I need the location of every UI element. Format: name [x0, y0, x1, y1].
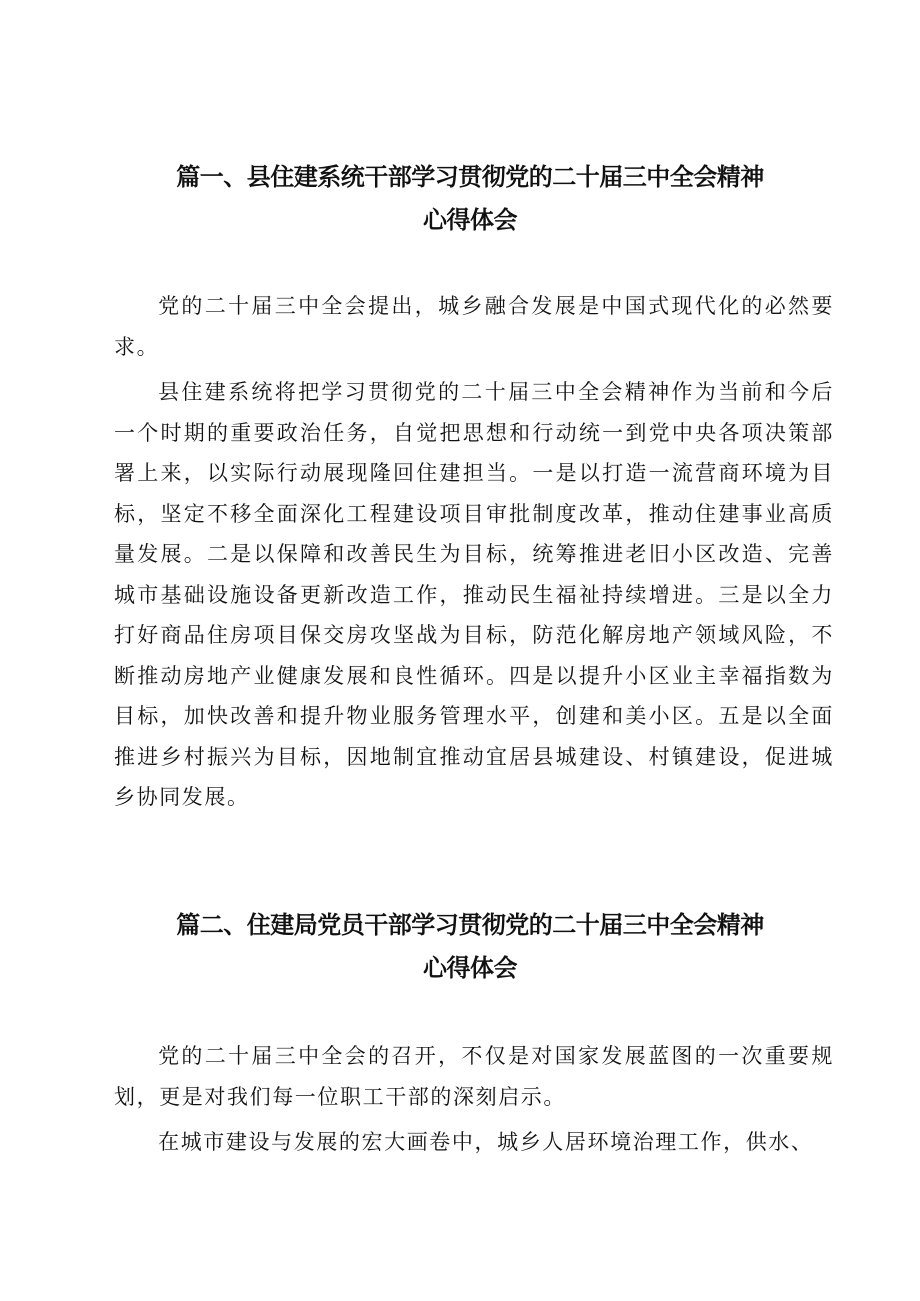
- section-2-paragraph-1: 党的二十届三中全会的召开，不仅是对国家发展蓝图的一次重要规划，更是对我们每一位职工干部的深刻启示。: [114, 1044, 834, 1109]
- section-1-title-line-2: 心得体会: [423, 206, 517, 234]
- section-2-paragraph-2: 在城市建设与发展的宏大画卷中，城乡人居环境治理工作，供水、: [158, 1130, 814, 1154]
- section-2-title-line-2: 心得体会: [423, 954, 517, 982]
- section-1-paragraph-2: 县住建系统将把学习贯彻党的二十届三中全会精神作为当前和今后一个时期的重要政治任务，自觉把思想和行动统一到党中央各项决策部署上来，以实际行动展现隆回住建担当。一是以打造一流营商环境为目标，坚定不移全面深化工程建设项目审批制度改革，推动住建事业高质量发展。二是以保障和改善民生为目标，统筹推进老旧小区改造、完善城市基础设施设备更新改造工作，推动民生福祉持续增进。三是以全力打好商品住房项目保交房攻坚战为目标，防范化解房地产领域风险，不断推动房地产业健康发展和良性循环。四是以提升小区业主幸福指数为目标，加快改善和提升物业服务管理水平，创建和美小区。五是以全面推进乡村振兴为目标，因地制宜推动宜居县城建设、村镇建设，促进城乡协同发展。: [114, 380, 834, 809]
- section-1-title: [100, 156, 840, 242]
- section-1-title-line-1: 篇一、县住建系统干部学习贯彻党的二十届三中全会精神: [176, 163, 764, 191]
- section-2-title-line-1: 篇二、住建局党员干部学习贯彻党的二十届三中全会精神: [176, 911, 764, 939]
- section-2-title: [100, 904, 840, 990]
- section-1-paragraph-1: 党的二十届三中全会提出，城乡融合发展是中国式现代化的必然要求。: [114, 294, 834, 359]
